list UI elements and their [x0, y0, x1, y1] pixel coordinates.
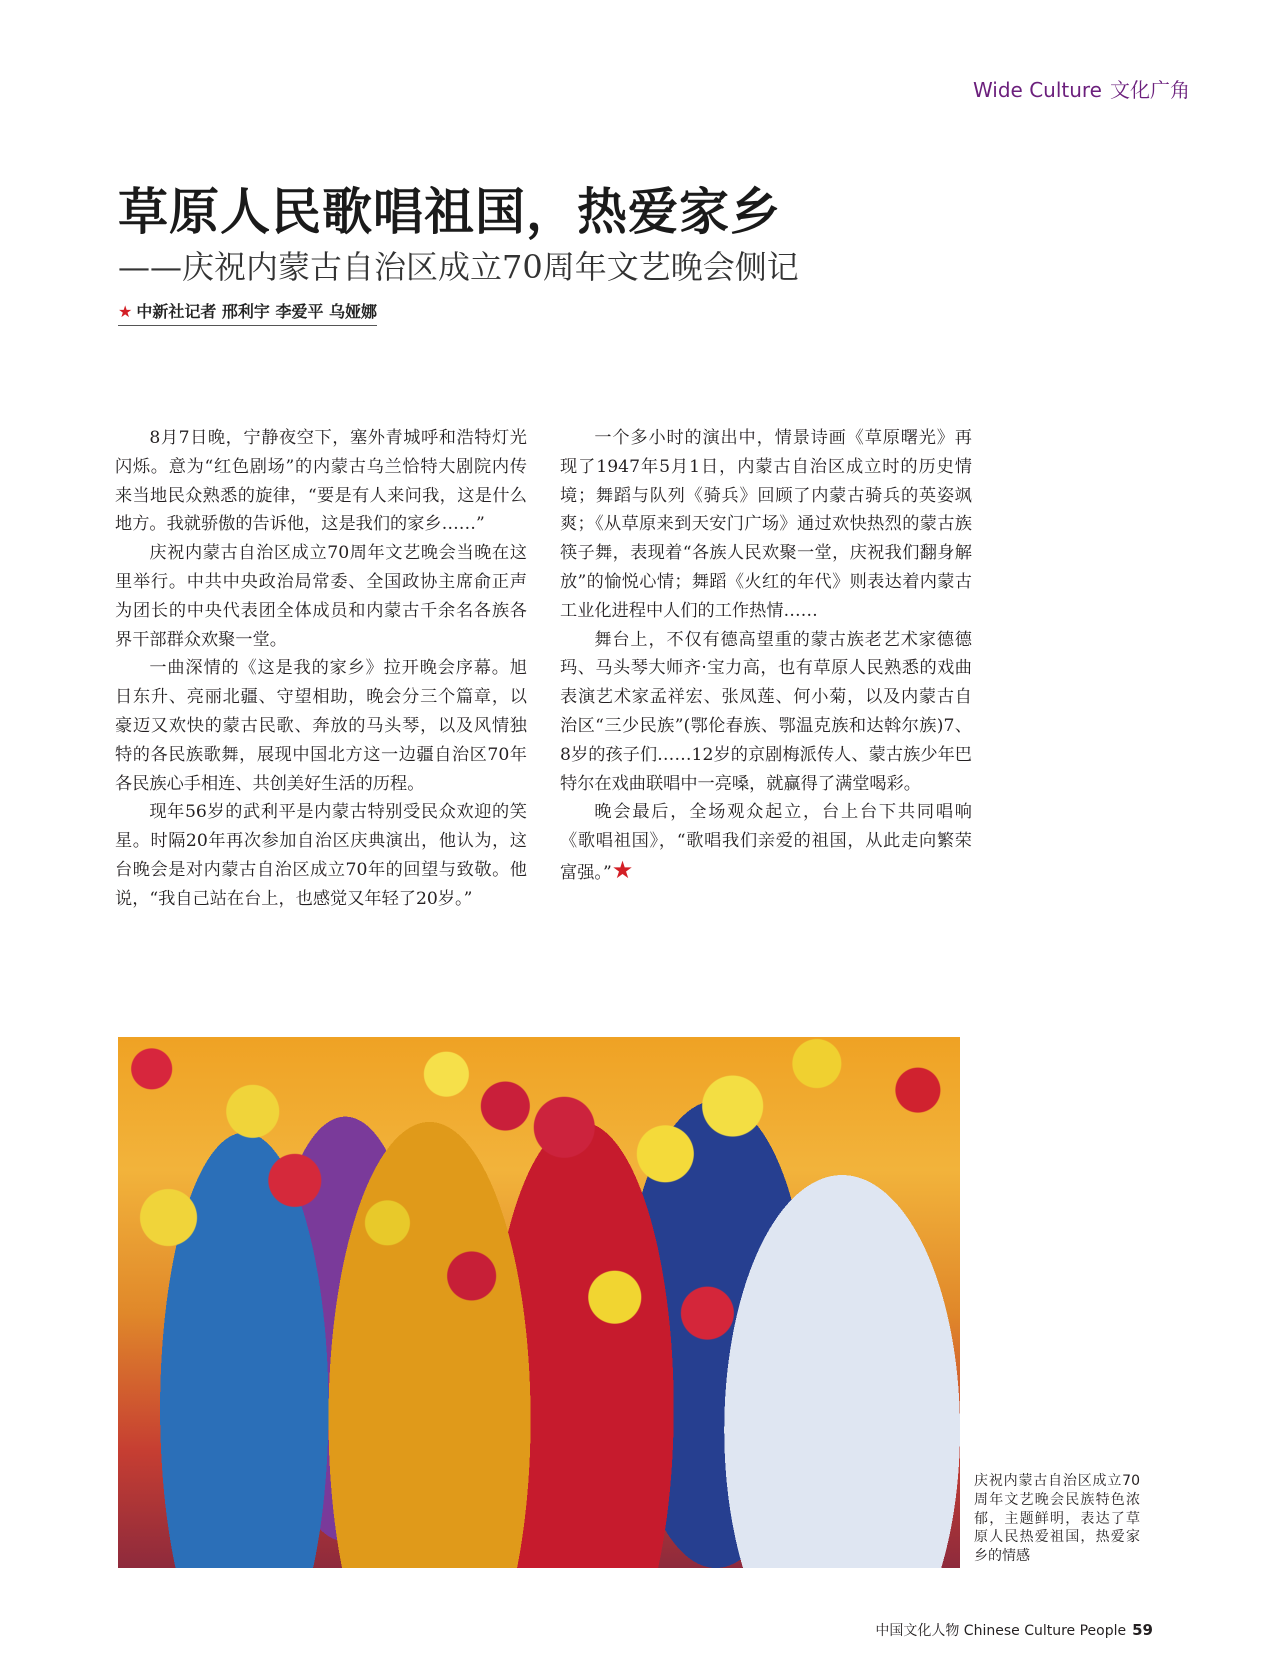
paragraph: 舞台上，不仅有德高望重的蒙古族老艺术家德德玛、马头琴大师齐·宝力高，也有草原人民熟悉的戏曲表演艺术家孟祥宏、张凤莲、何小菊，以及内蒙古自治区“三少民族”(鄂伦春族、鄂温克族和达斡尔族)7、8岁的孩子们……12岁的京剧梅派传人、蒙古族少年巴特尔在戏曲联唱中一亮嗓，就赢得了满堂喝彩。 [560, 629, 972, 794]
paragraph: 现年56岁的武利平是内蒙古特别受民众欢迎的笑星。时隔20年再次参加自治区庆典演出，他认为，这台晚会是对内蒙古自治区成立70年的回望与致敬。他说，“我自己站在台上，也感觉又年轻了20岁。” [115, 802, 527, 909]
paragraph-last [560, 798, 972, 887]
article-subtitle: ——庆祝内蒙古自治区成立70周年文艺晚会侧记 [118, 248, 799, 286]
performance-photo [118, 1037, 960, 1568]
paragraph-text: 晚会最后，全场观众起立，台上台下共同唱响《歌唱祖国》，“歌唱我们亲爱的祖国，从此走向繁荣富强。” [560, 802, 972, 883]
byline-authors: 中新社记者 邢利宇 李爱平 乌娅娜 [136, 302, 378, 321]
paragraph: 一个多小时的演出中，情景诗画《草原曙光》再现了1947年5月1日，内蒙古自治区成立时的历史情境；舞蹈与队列《骑兵》回顾了内蒙古骑兵的英姿飒爽；《从草原来到天安门广场》通过欢快热烈的蒙古族筷子舞，表现着“各族人民欢聚一堂，庆祝我们翻身解放”的愉悦心情；舞蹈《火红的年代》则表达着内蒙古工业化进程中人们的工作热情…… [560, 428, 972, 621]
paragraph: 8月7日晚，宁静夜空下，塞外青城呼和浩特灯光闪烁。意为“红色剧场”的内蒙古乌兰恰特大剧院内传来当地民众熟悉的旋律，“要是有人来问我，这是什么地方。我就骄傲的告诉他，这是我们的家乡……” [115, 428, 527, 535]
section-name-en: Wide Culture [972, 78, 1102, 102]
end-star-icon: ★ [611, 855, 634, 884]
section-name-cn: 文化广角 [1110, 78, 1190, 102]
article-column-right [560, 424, 972, 888]
article-column-left [115, 424, 527, 914]
page-number: 59 [1132, 1621, 1153, 1639]
photo-caption: 庆祝内蒙古自治区成立70周年文艺晚会民族特色浓郁，主题鲜明，表达了草原人民热爱祖国，热爱家乡的情感 [974, 1473, 1140, 1565]
paragraph: 庆祝内蒙古自治区成立70周年文艺晚会当晚在这里举行。中共中央政治局常委、全国政协主席俞正声为团长的中央代表团全体成员和内蒙古千余名各族各界干部群众欢聚一堂。 [115, 543, 527, 650]
page-footer [875, 1620, 1153, 1640]
paragraph: 一曲深情的《这是我的家乡》拉开晚会序幕。旭日东升、亮丽北疆、守望相助，晚会分三个篇章，以豪迈又欢快的蒙古民歌、奔放的马头琴，以及风情独特的各民族歌舞，展现中国北方这一边疆自治区70年各民族心手相连、共创美好生活的历程。 [115, 658, 527, 794]
section-header [973, 74, 1190, 103]
magazine-name: 中国文化人物 Chinese Culture People [875, 1623, 1127, 1639]
star-icon: ★ [118, 302, 133, 321]
byline [118, 299, 377, 326]
article-title: 草原人民歌唱祖国，热爱家乡 [118, 182, 781, 241]
